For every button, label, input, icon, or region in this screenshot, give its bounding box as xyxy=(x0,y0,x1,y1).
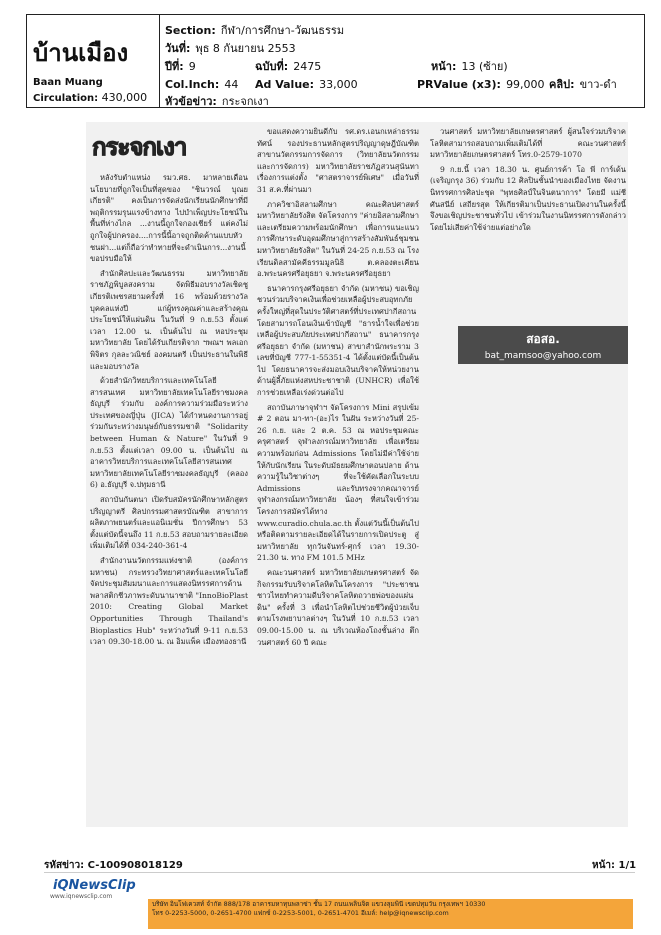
publication-name: บ้านเมือง xyxy=(33,39,129,67)
article-column-1 xyxy=(90,172,248,824)
news-code-label: รหัสข่าว: xyxy=(44,860,85,871)
clip-value: ขาว-ดำ xyxy=(579,78,617,91)
publication-sub: Baan Muang xyxy=(33,77,103,88)
section-row xyxy=(165,19,344,39)
article-column-3 xyxy=(430,126,626,322)
section-value: กีฬา/การศึกษา-วัฒนธรรม xyxy=(220,24,345,37)
date-row xyxy=(165,37,296,57)
footer-bar xyxy=(44,872,635,925)
news-code xyxy=(44,858,183,873)
news-code-value: C-100908018129 xyxy=(87,860,183,871)
col2-paragraph: คณะวนศาสตร์ มหาวิทยาลัยเกษตรศาสตร์ จัดกิจกรรมรับบริจาคโลหิตในโครงการ "ประชาชนชาวไทยทำความดีบริจาคโลหิตถวายพ่อของแผ่นดิน" ครั้งที่ 3 เพื่อนำโลหิตไปช่วยชีวิตผู้ป่วยเจ็บตามโรงพยาบาลต่างๆ ในวันที่ 10 ก.ย.53 เวลา 09.00-15.00 น. ณ บริเวณห้องโถงชั้นล่าง ตึกวนศาสตร์ 60 ปี คณะ xyxy=(257,567,419,647)
adval-value: 33,000 xyxy=(319,78,358,91)
col3-paragraph: วนศาสตร์ มหาวิทยาลัยเกษตรศาสตร์ ผู้สนใจร่วมบริจาคโลหิตสามารถสอบถามเพิ่มเติมได้ที่ คณะวนศาสตร์ มหาวิทยาลัยเกษตรศาสตร์ โทร.0-2579-1070 xyxy=(430,127,626,160)
year-label: ปีที่: xyxy=(165,60,184,73)
logo-url: www.iqnewsclip.com xyxy=(50,893,113,900)
address-line-1: บริษัท อินโฟเควสท์ จำกัด 888/178 อาคารมหาทุนพลาซ่า ชั้น 17 ถนนเพลินจิต แขวงลุมพินี เขตปทุมวัน กรุงเทพฯ 10330 xyxy=(152,900,486,908)
issue-value: 2475 xyxy=(293,60,322,73)
section-label: Section: xyxy=(165,24,216,37)
col1-paragraph: หลังรับตำแหน่ง รมว.ศธ. มาหลายเดือนนโยบายที่ถูกใจเป็นที่สุดของ "ชินวรณ์ บุณยเกียรติ" คงเป็นการจัดส่งนักเรียนนักศึกษาที่มีพฤติกรรมรุนแรงข้างทาง ไปบำเพ็ญประโยชน์ในพื้นที่ห่างไกล ...งานนี้ถูกใจกองเชียร์ แต่คงไม่ถูกใจผู้ปกครอง....การนี้นี้อาจถูกติดค้านแบบหัวชนฝา...แต่ก็ถือว่าทำทายที่จะดำเนินการ...งานนี้ขอปรบมือให้ xyxy=(90,173,248,264)
col2-paragraph: ภาควิชาอิสลามศึกษา คณะศิลปศาสตร์ มหาวิทยาลัยรังสิต จัดโครงการ "ค่ายอิสลามศึกษาและเตรียมความพร้อมนักศึกษา เพื่อการแนะแนวการศึกษาระดับอุดมศึกษาสู่การสร้างสัมพันธ์ชุมชนมหาวิทยาลัยรังสิต" ในวันที่ 24-25 ก.ย.53 ณ โรงเรียนดิลสามัคคีธรรมมูลนิธิ ต.คลองตะเคียน อ.พระนครศรีอยุธยา จ.พระนครศรีอยุธยา xyxy=(257,199,419,279)
col1-paragraph: สถาบันกันตนา เปิดรับสมัครนักศึกษาหลักสูตรปริญญาตรี ศิลปกรรมศาสตรบัณฑิต สาขาการผลิตภาพยนตร์และแอนิเมชั่น ปีการศึกษา 53 ตั้งแต่บัดนี้จนถึง 11 ก.ย.53 สอบถามรายละเอียดเพิ่มเติมได้ที่ 034-240-361-4 xyxy=(90,495,248,551)
headline-row xyxy=(165,90,269,110)
page-number xyxy=(592,858,636,873)
adval-label: Ad Value: xyxy=(255,78,315,91)
year-row xyxy=(165,55,196,75)
headline-label: หัวข้อข่าว: xyxy=(165,95,217,108)
publication-panel xyxy=(27,15,160,107)
colinch-label: Col.Inch: xyxy=(165,78,220,91)
date-label: วันที่: xyxy=(165,42,191,55)
page-number-value: 1/1 xyxy=(618,860,637,871)
circulation xyxy=(33,91,147,104)
circulation-label: Circulation: xyxy=(33,93,99,104)
col2-paragraph: ธนาคารกรุงศรีอยุธยา จำกัด (มหาชน) ขอเชิญชวนร่วมบริจาคเงินเพื่อช่วยเหลือผู้ประสบอุทกภัยครั้งใหญ่ที่สุดในประวัติศาสตร์ที่ประเทศปากีสถาน โดยสามารถโอนเงินเข้าบัญชี "ธารน้ำใจเพื่อช่วยเหลือผู้ประสบภัยประเทศปากีสถาน" ธนาคารกรุงศรีอยุธยา จำกัด (มหาชน) สาขาสำนักพระราม 3 เลขที่บัญชี 777-1-55351-4 ได้ตั้งแต่บัดนี้เป็นต้นไป โดยธนาคารจะส่งมอบเงินบริจาคให้หน่วยงานด้านผู้ลี้ภัยแห่งสหประชาชาติ (UNHCR) เพื่อใช้การช่วยเหลือเร่งด่วนต่อไป xyxy=(257,283,419,398)
logo-name: iQNewsClip xyxy=(53,877,136,893)
issue-label: ฉบับที่: xyxy=(255,60,289,73)
page-value: 13 (ซ้าย) xyxy=(461,60,508,73)
col1-paragraph: สำนักงานนวัตกรรมแห่งชาติ (องค์การมหาชน) กระทรวงวิทยาศาสตร์และเทคโนโลยี จัดประชุมสัมมนาและการแสดงนิทรรศการด้านพลาสติกชีวภาพระดับนานาชาติ "InnoBioPlast 2010: Creating Global Market Opportunities Through Thailand's Bioplastics Hub" ระหว่างวันที่ 9-11 ก.ย.53 เวลา 09.30-18.00 น. ณ อิมแพ็ค เมืองทองธานี xyxy=(90,556,248,647)
circulation-value: 430,000 xyxy=(101,91,148,104)
page-number-label: หน้า: xyxy=(592,860,616,871)
author-signature-email: bat_mamsoo@yahoo.com xyxy=(484,351,602,361)
clip-label: คลิป: xyxy=(549,78,575,91)
adval-row xyxy=(255,73,358,92)
date-value: พุธ 8 กันยายน 2553 xyxy=(195,42,296,55)
colinch-value: 44 xyxy=(224,78,239,91)
col3-paragraph: 9 ก.ย.นี้ เวลา 18.30 น. ศูนย์การค้า โอ พี การ์เด้น (เจริญกรุง 36) ร่วมกับ 12 ศิลปินชั้นนำของเมืองไทย จัดงานนิทรรศการศิลปะชุด "พุทธศิลป์ในจินตนาการ" โดยมี แม่ชีศันสนีย์ เสถียรสุต ให้เกียรติมาเป็นประธานเปิดงานในครั้งนี้ จึงขอเชิญประชาชนทั่วไป เข้าร่วมในงานนิทรรศการดังกล่าว โดยไม่เสียค่าใช้จ่ายแต่อย่างใด xyxy=(430,164,626,232)
author-signature-name: สอสอ. xyxy=(526,332,560,346)
iqnewsclip-logo xyxy=(50,877,136,917)
headline-value: กระจกเงา xyxy=(221,95,269,108)
prvalue-row xyxy=(417,73,545,92)
issue-row xyxy=(255,55,321,75)
page-row xyxy=(431,55,508,75)
col2-paragraph: สถาบันภาษาจุฬาฯ จัดโครงการ Mini สรุปเข้ม # 2 ตอน มา-ทา-(อะ)ไร ในฝัน ระหว่างวันที่ 25-26 ก.ย. และ 2 ต.ค. 53 ณ หอประชุมคณะครุศาสตร์ จุฬาลงกรณ์มหาวิทยาลัย เพื่อเตรียมความพร้อมก่อน Admissions โดยไม่มีค่าใช้จ่าย ให้กับนักเรียน ในระดับมัธยมศึกษาตอนปลาย ด้านความรู้ในวิชาต่างๆ ที่จะใช้คัดเลือกในระบบ Admissions และรับทรงจากคณาจารย์จุฬาลงกรณ์มหาวิทยาลัย น้องๆ ที่สนใจเข้าร่วมโครงการสมัครได้ทาง www.curadio.chula.ac.th ตั้งแต่วันนี้เป็นต้นไป หรือติดตามรายละเอียดได้ในรายการเปิดประตู สู่มหาวิทยาลัย ทุกวันจันทร์-ศุกร์ เวลา 19.30-21.30 น. ทาง FM 101.5 MHz xyxy=(257,402,419,563)
company-address xyxy=(148,899,633,929)
col1-paragraph: สำนักศิลปะและวัฒนธรรม มหาวิทยาลัยราชภัฏพิบูลสงคราม จัดพิธีมอบรางวัลเชิดชูเกียรติเพชรสยามครั้งที่ 16 พร้อมด้วยรางวัลบุคคลแห่งปี แก่ผู้ทรงคุณค่าและสร้างคุณประโยชน์ให้แผ่นดิน ในวันที่ 9 ก.ย.53 ตั้งแต่เวลา 12.00 น. เป็นต้นไป ณ หอประชุมมหาวิทยาลัย โดยได้รับเกียรติจาก ฯพณฯ พลเอกพิจิตร กุลละวณิชย์ องคมนตรี เป็นประธานในพิธีและมอบรางวัล xyxy=(90,268,248,371)
clipping-header xyxy=(26,14,645,108)
author-signature-box xyxy=(458,326,628,364)
article-column-2 xyxy=(257,126,419,824)
prvalue-label: PRValue (x3): xyxy=(417,78,501,91)
prvalue-value: 99,000 xyxy=(506,78,545,91)
year-value: 9 xyxy=(188,60,196,73)
col1-paragraph: ด้วยสำนักวิทยบริการและเทคโนโลยีสารสนเทศ มหาวิทยาลัยเทคโนโลยีราชมงคลธัญบุรี ร่วมกับ องค์การความร่วมมือระหว่างประเทศของญี่ปุ่น (JICA) ได้กำหนดงานการอยู่ร่วมกันระหว่างมนุษย์กับธรรมชาติ "Solidarity between Human & Nature" ในวันที่ 9 ก.ย.53 ตั้งแต่เวลา 09.00 น. เป็นต้นไป ณ อาคารวิทยบริการและเทคโนโลยีสารสนเทศ มหาวิทยาลัยเทคโนโลยีราชมงคลธัญบุรี (คลอง 6) อ.ธัญบุรี จ.ปทุมธานี xyxy=(90,376,248,490)
address-line-2: โทร 0-2253-5000, 0-2651-4700 แฟกซ์ 0-2253-5001, 0-2651-4701 อีเมล์: help@iqnewsclip.com xyxy=(152,909,449,917)
clip-row xyxy=(549,73,617,93)
col2-paragraph: ขอแสดงความยินดีกับ รศ.ดร.เอนกเหล่าธรรมทัศน์ รองประธานหลักสูตรปริญญาดุษฎีบัณฑิต สาขานวัตกรรมการจัดการ (วิทยาลัยนวัตกรรมและการจัดการ) มหาวิทยาลัยราชภัฏสวนสุนันทา เรื่องการแต่งตั้ง "ศาสตราจารย์พิเศษ" เมื่อวันที่ 31 ส.ค.ที่ผ่านมา xyxy=(257,127,419,194)
page-label: หน้า: xyxy=(431,60,457,73)
article-headline-text: กระจกเงา xyxy=(92,133,187,161)
article-headline-graphic xyxy=(92,127,187,167)
